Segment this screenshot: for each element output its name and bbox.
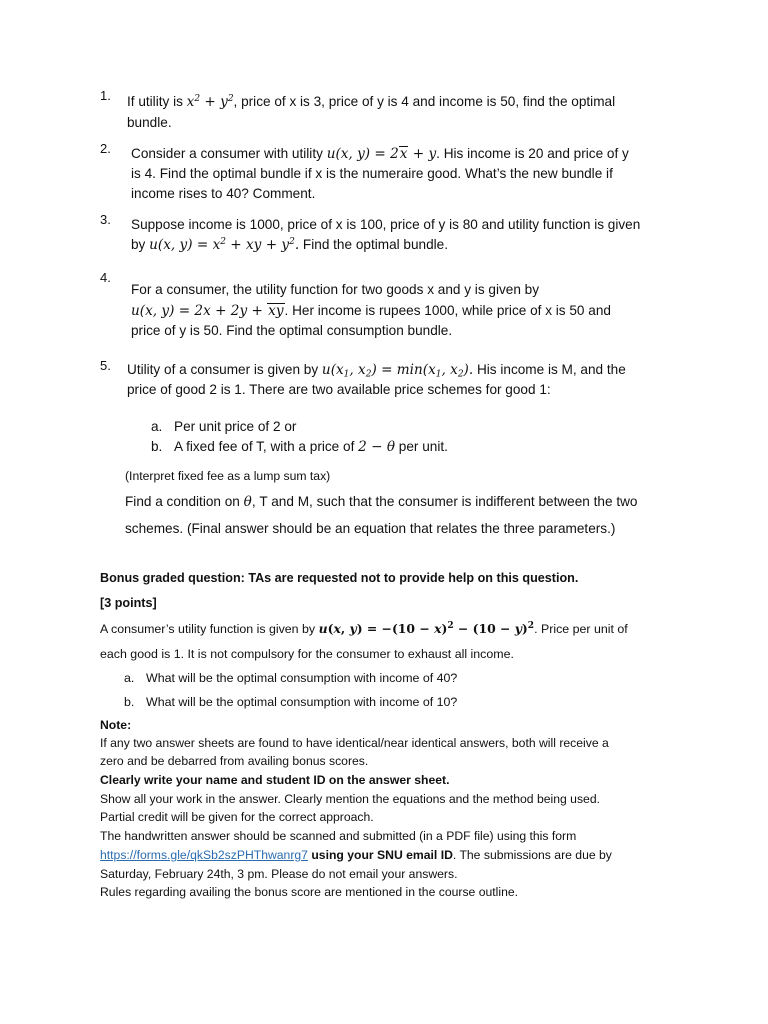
note-line-1: If any two answer sheets are found to have identical/near identical answers, both will receive a xyxy=(100,736,609,750)
question-2-line-1 xyxy=(131,144,629,164)
question-5-line-2: price of good 2 is 1. There are two available price schemes for good 1: xyxy=(127,382,551,397)
question-5-number: 5. xyxy=(100,358,111,373)
bonus-text-b: . Price per unit of xyxy=(534,622,628,636)
question-5-formula: $u(x_1$, $x_2) = \min(x_1$, $x_2$). xyxy=(321,362,474,380)
question-3-formula: u(x, $y) = x^2$ + xy + $y^2$. xyxy=(149,237,300,253)
note-line-6: The handwritten answer should be scanned and submitted (in a PDF file) using this form xyxy=(100,829,577,843)
bonus-points: [3 points] xyxy=(100,596,157,610)
bonus-text-a: A consumer’s utility function is given by xyxy=(100,622,319,636)
question-5-find-text-a: Find a condition on xyxy=(125,494,244,509)
question-3-line-2 xyxy=(131,235,448,255)
note-line-9: Rules regarding availing the bonus score are mentioned in the course outline. xyxy=(100,885,519,899)
bonus-option-b-text: What will be the optimal consumption with income of 10? xyxy=(146,695,458,709)
question-5-option-a-text: Per unit price of 2 or xyxy=(174,419,297,434)
question-5-interpret-note: (Interpret fixed fee as a lump sum tax) xyxy=(125,469,331,483)
question-5-option-b-text-a: A fixed fee of T, with a price of xyxy=(174,439,359,454)
question-3-line-1: Suppose income is 1000, price of x is 100, price of y is 80 and utility function is given xyxy=(131,217,641,232)
question-5-option-a-label: a. xyxy=(151,419,163,434)
question-5-text-a: Utility of a consumer is given by xyxy=(127,362,322,377)
question-3-text-a: by xyxy=(131,237,150,252)
note-due-text: . The submissions are due by xyxy=(452,848,612,862)
bonus-option-a-label: a. xyxy=(124,671,135,685)
question-5-line-1 xyxy=(127,360,626,380)
question-3-text-b: Find the optimal bundle. xyxy=(299,237,449,252)
question-4-line-3: price of y is 50. Find the optimal consumption bundle. xyxy=(131,323,453,338)
note-snu-email: using your SNU email ID xyxy=(307,848,453,862)
bonus-heading: Bonus graded question: TAs are requested not to provide help on this question. xyxy=(100,571,579,585)
note-line-7 xyxy=(100,846,612,865)
question-1-line-1 xyxy=(127,92,615,112)
question-5-text-b: His income is M, and the xyxy=(473,362,626,377)
question-4-line-2 xyxy=(131,301,611,321)
question-1-formula: $x^2 + y^2$ xyxy=(186,94,234,110)
note-line-2: zero and be debarred from availing bonus scores. xyxy=(100,754,369,768)
question-4-number: 4. xyxy=(100,270,111,285)
question-5-find-line-1 xyxy=(125,492,637,512)
note-line-4: Show all your work in the answer. Clearly mention the equations and the method being used. xyxy=(100,792,600,806)
question-2-line-2: is 4. Find the optimal bundle if x is the numeraire good. What’s the new bundle if xyxy=(131,166,613,181)
question-2-text-b: . His income is 20 and price of y xyxy=(436,146,629,161)
note-heading: Note: xyxy=(100,718,132,732)
question-5-option-b-text xyxy=(174,437,448,457)
note-line-3: Clearly write your name and student ID on the answer sheet. xyxy=(100,773,450,787)
question-4-line-1: For a consumer, the utility function for two goods x and y is given by xyxy=(131,282,540,297)
question-1-line-2: bundle. xyxy=(127,115,172,130)
question-2-formula: u(x, y) = 2x + y xyxy=(326,146,437,162)
question-5-option-b-text-b: per unit. xyxy=(395,439,448,454)
question-4-formula: u(x, y) = 2x + 2y + xy xyxy=(131,303,284,319)
question-5-theta: θ xyxy=(243,494,252,510)
question-2-number: 2. xyxy=(100,141,111,156)
bonus-line-1 xyxy=(100,618,628,640)
question-1-text-b: , price of x is 3, price of y is 4 and income is 50, find the optimal xyxy=(233,94,616,109)
bonus-line-2: each good is 1. It is not compulsory for the consumer to exhaust all income. xyxy=(100,647,514,661)
question-1-number: 1. xyxy=(100,88,111,103)
question-1-text-a: If utility is xyxy=(127,94,187,109)
question-5-find-text-b: , T and M, such that the consumer is indifferent between the two xyxy=(251,494,638,509)
question-5-option-b-formula: 2 − θ xyxy=(358,439,395,455)
question-5-option-b-label: b. xyxy=(151,439,163,454)
bonus-formula: u(x, $y) = -(10 - x)^2 - (10 - y)^2$ xyxy=(318,621,535,636)
bonus-option-b-label: b. xyxy=(124,695,135,709)
bonus-option-a-text: What will be the optimal consumption with income of 40? xyxy=(146,671,458,685)
question-2-text-a: Consider a consumer with utility xyxy=(131,146,327,161)
question-5-find-line-2: schemes. (Final answer should be an equation that relates the three parameters.) xyxy=(125,521,616,536)
note-line-8: Saturday, February 24th, 3 pm. Please do not email your answers. xyxy=(100,867,458,881)
question-2-line-3: income rises to 40? Comment. xyxy=(131,186,316,201)
submission-form-link[interactable]: https://forms.gle/qkSb2szPHThwanrg7 xyxy=(100,848,308,862)
question-3-number: 3. xyxy=(100,212,111,227)
question-4-text-b: . Her income is rupees 1000, while price of x is 50 and xyxy=(284,303,611,318)
note-line-5: Partial credit will be given for the correct approach. xyxy=(100,810,374,824)
